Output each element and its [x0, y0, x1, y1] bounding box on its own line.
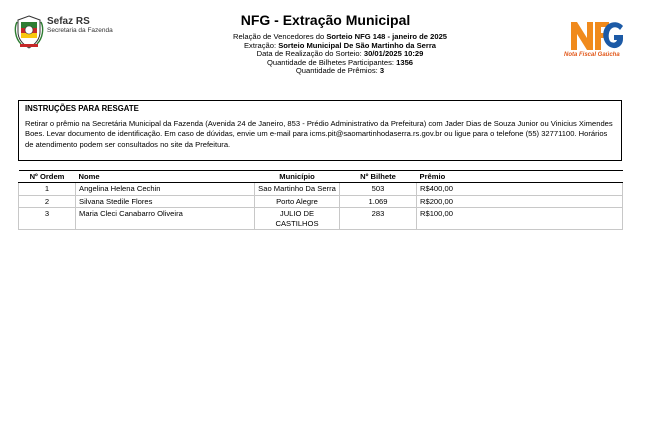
cell-bilhete: 503 [340, 183, 417, 196]
col-header-municipio: Município [255, 171, 340, 183]
cell-ordem: 3 [19, 208, 76, 230]
cell-premio: R$200,00 [417, 195, 623, 208]
cell-ordem: 2 [19, 195, 76, 208]
cell-nome: Angelina Helena Cechin [76, 183, 255, 196]
premios-value: 3 [379, 66, 385, 76]
sefaz-name: Sefaz RS [47, 16, 90, 27]
cell-municipio: JULIO DE CASTILHOS [255, 208, 340, 230]
nfg-caption: Nota Fiscal Gaúcha [564, 52, 620, 58]
instructions-box [18, 100, 622, 161]
instructions-title: INSTRUÇÕES PARA RESGATE [25, 104, 139, 113]
cell-premio: R$100,00 [417, 208, 623, 230]
cell-bilhete: 1.069 [340, 195, 417, 208]
data-value: 30/01/2025 10:29 [363, 49, 424, 59]
winners-table [18, 170, 623, 230]
cell-nome: Maria Cleci Canabarro Oliveira [76, 208, 255, 230]
col-header-bilhete: Nº Bilhete [340, 171, 417, 183]
table-header-row [19, 171, 623, 183]
cell-municipio: Sao Martinho Da Serra [255, 183, 340, 196]
page-title: NFG - Extração Municipal [240, 12, 411, 28]
relacao-label: Relação de Vencedores do [232, 32, 325, 41]
cell-bilhete: 283 [340, 208, 417, 230]
table-row [19, 183, 623, 196]
cell-ordem: 1 [19, 183, 76, 196]
premios-label: Quantidade de Prêmios: [295, 66, 378, 76]
draw-info [165, 33, 515, 76]
cell-premio: R$400,00 [417, 183, 623, 196]
bilhetes-label: Quantidade de Bilhetes Participantes: [266, 57, 395, 67]
table-row [19, 195, 623, 208]
instructions-text: Retirar o prêmio na Secretária Municipal da Fazenda (Avenida 24 de Janeiro, 853 - Prédio Administrativo da Prefeitura) com Jader Dias de Souza Junior ou Vinicius Ximendes Boes. Levar documento de identificação. Em caso de dúvidas, envie um e-mail para icms.pit@saomartinhodaserra.rs.gov.br ou ligue para o telefone (55) 32771100. Horários de atendimento podem ser consultados no site da Prefeitura. [25, 119, 613, 149]
relacao-value: Sorteio NFG 148 - janeiro de 2025 [326, 32, 448, 41]
cell-nome: Silvana Stedile Flores [76, 195, 255, 208]
col-header-nome: Nome [76, 171, 255, 183]
extracao-value: Sorteio Municipal De São Martinho da Serra [278, 40, 436, 50]
premios-line [165, 67, 515, 76]
table-row [19, 208, 623, 230]
sefaz-subtitle: Secretaria da Fazenda [47, 27, 113, 34]
extracao-label: Extração: [243, 40, 277, 50]
col-header-ordem: Nº Ordem [19, 171, 76, 183]
data-label: Data de Realização do Sorteio: [256, 49, 362, 59]
col-header-premio: Prêmio [417, 171, 623, 183]
bilhetes-value: 1356 [396, 57, 414, 67]
cell-municipio: Porto Alegre [255, 195, 340, 208]
